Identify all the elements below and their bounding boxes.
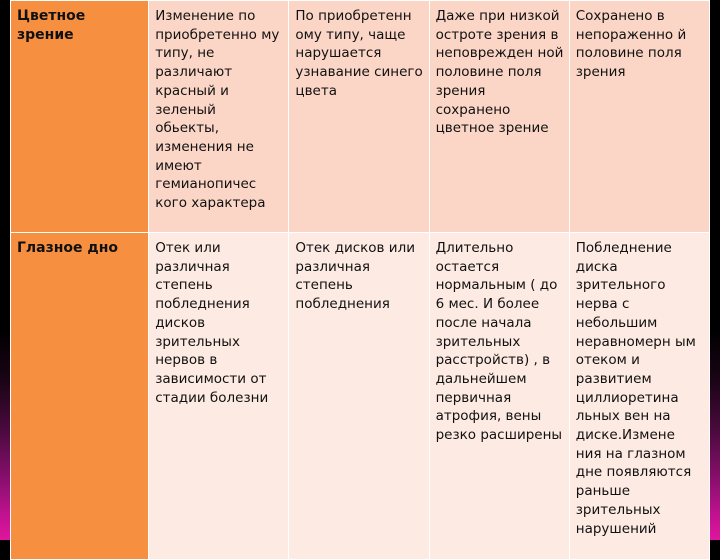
table-cell: Отек или различная степень побледнения дисков зрительных нервов в зависимости от стадии болезни: [149, 233, 289, 560]
table-row-fundus: [11, 233, 710, 560]
table-cell: Даже при низкой остроте зрения в неповрежден ной половине поля зрения сохранено цветное зрение: [429, 1, 569, 233]
table-row-color-vision: [11, 1, 710, 233]
table-cell: Сохранено в непораженно й половине поля зрения: [569, 1, 709, 233]
row-header-color-vision: Цветное зрение: [11, 1, 149, 233]
comparison-table: [10, 0, 710, 560]
table-cell: Длительно остается нормальным ( до 6 мес. И более после начала зрительных расстройств) , в дальнейшем первичная атрофия, вены резко расширены: [429, 233, 569, 560]
table-cell: По приобретенн ому типу, чаще нарушается узнавание синего цвета: [289, 1, 429, 233]
row-header-fundus: Глазное дно: [11, 233, 149, 560]
table-cell: Побледнение диска зрительного нерва с небольшим неравномерн ым отеком и развитием циллиоретина льных вен на диске.Измене ния на глазном дне появляются раньше зрительных нарушений: [569, 233, 709, 560]
table-cell: Отек дисков или различная степень побледнения: [289, 233, 429, 560]
table-cell: Изменение по приобретенно му типу, не различают красный и зеленый обьекты, изменения не имеют гемианопичес кого характера: [149, 1, 289, 233]
